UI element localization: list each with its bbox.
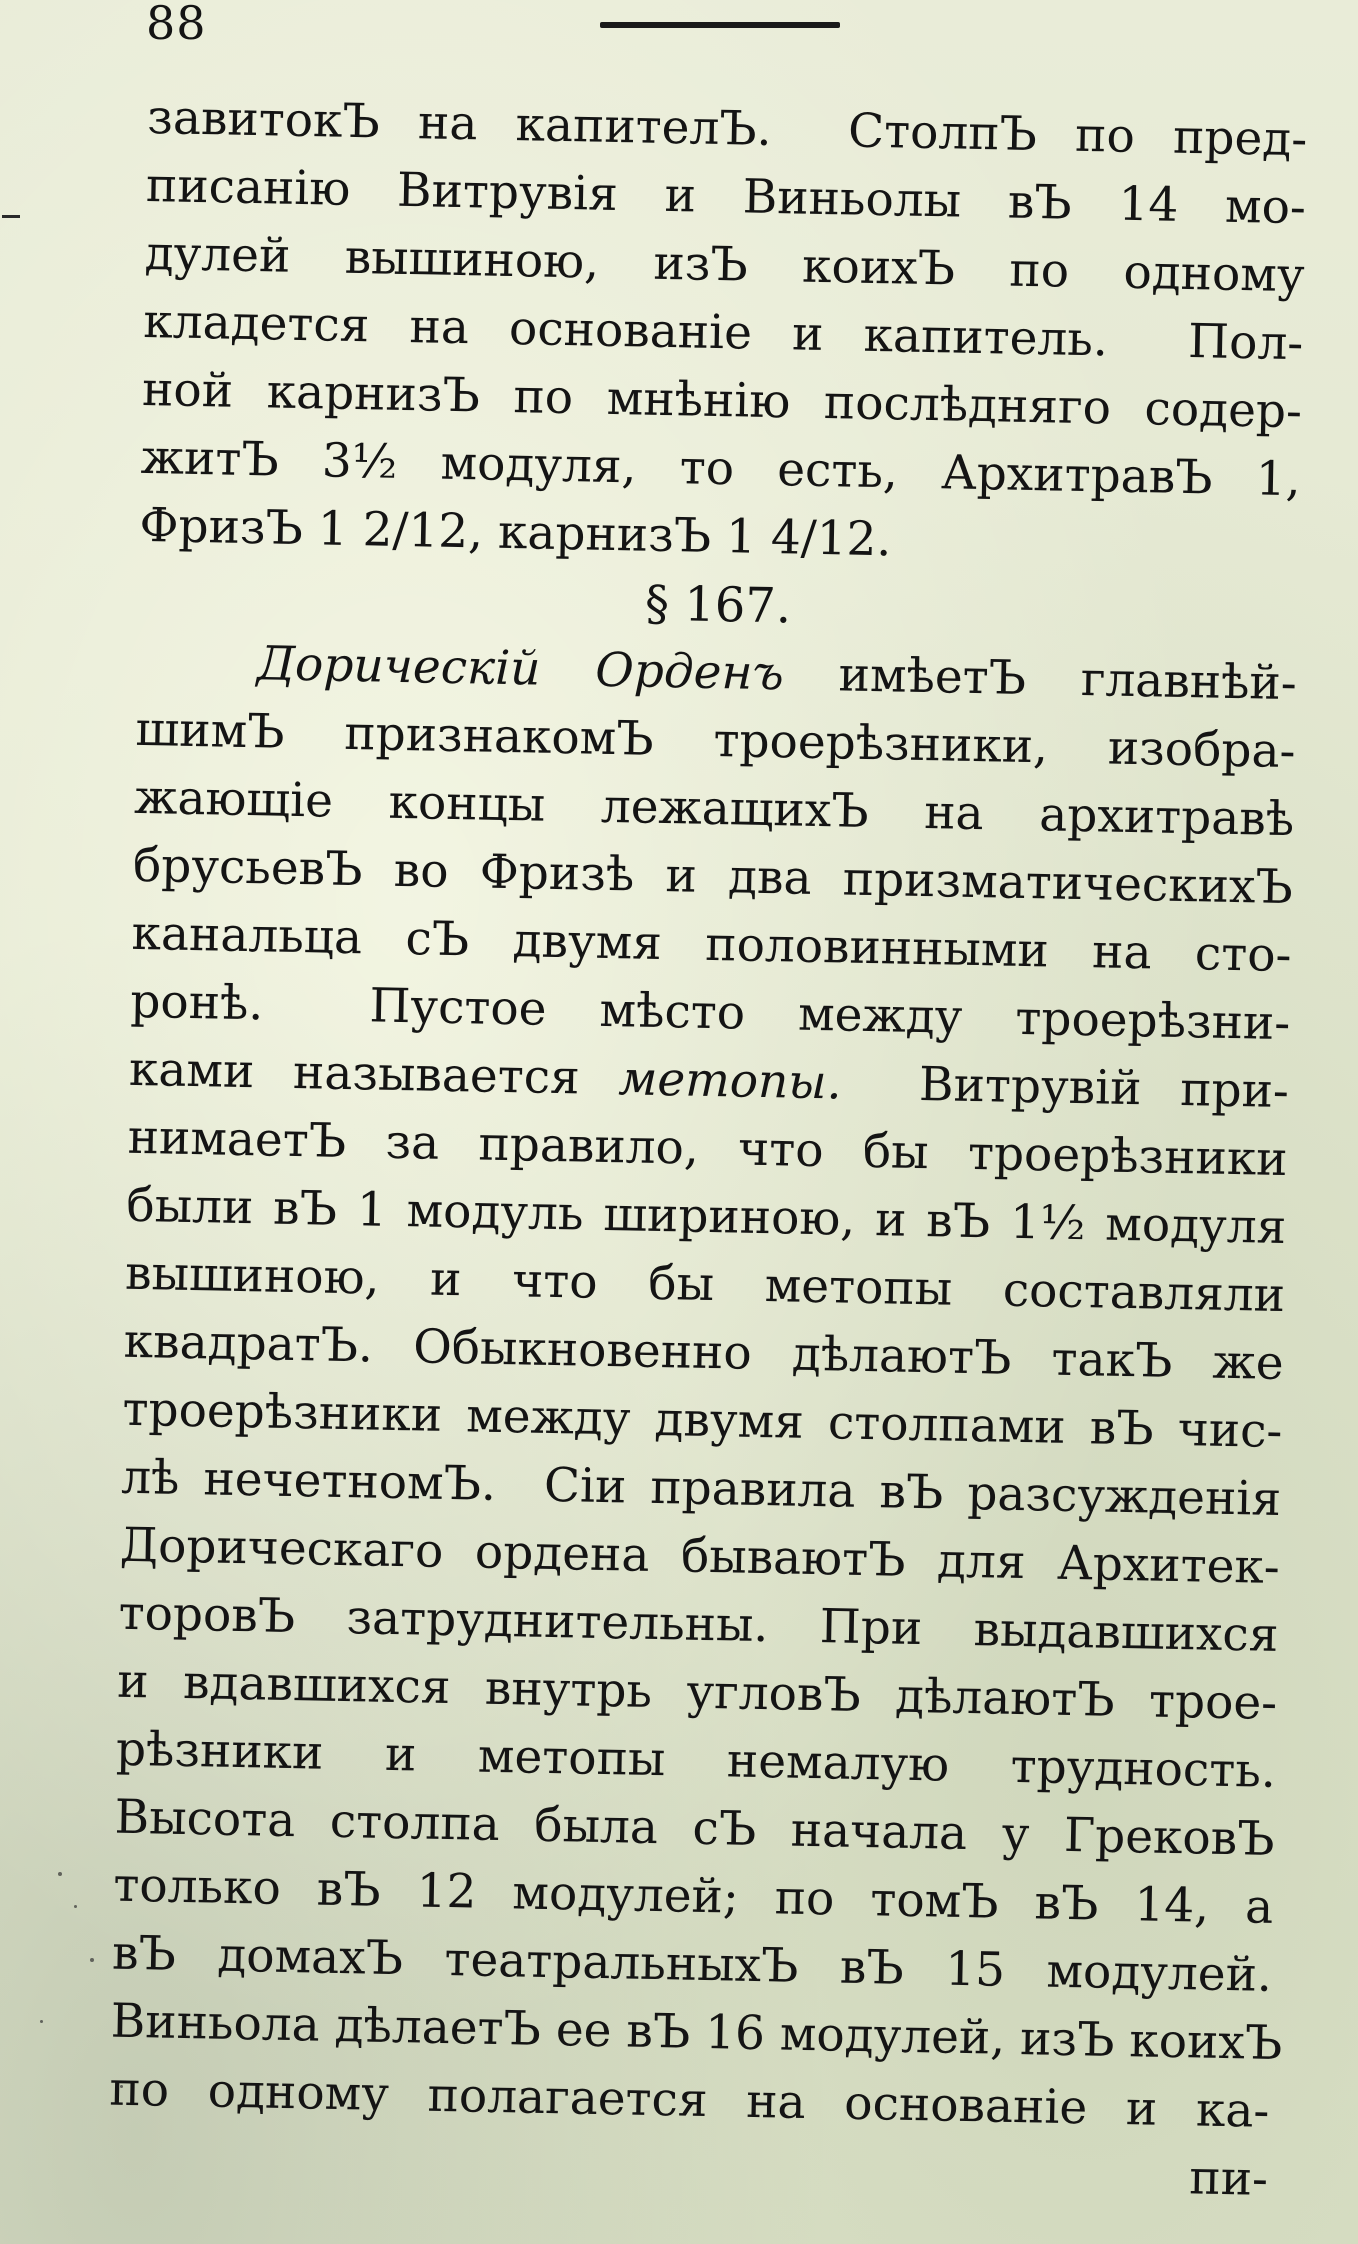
text-line: шимЪ признакомЪ троерѣзники, изобра- (135, 701, 1296, 780)
text-line: канальца сЪ двумя половинными на сто- (131, 905, 1293, 984)
text-line: писанію Витрувія и Виньолы вЪ 14 мо- (145, 157, 1307, 236)
text-run: ками называется (128, 1041, 620, 1107)
header-rule (600, 22, 840, 28)
text-line: рѣзники и метопы немалую трудность. (115, 1721, 1277, 1799)
page-text (108, 84, 1308, 2214)
page-number: 88 (146, 0, 207, 50)
text-line: кладется на основаніе и капитель. Пол- (142, 293, 1304, 372)
text-line: дулей вышиною, изЪ коихЪ по одному (144, 225, 1306, 304)
text-line: жающіе концы лежащихЪ на архитравѣ (133, 769, 1295, 848)
text-line: Дорическаго ордена бываютЪ для Архитек- (119, 1517, 1281, 1595)
ink-speck (74, 1905, 77, 1908)
ink-speck (58, 1872, 62, 1876)
text-line: нимаетЪ за правило, что бы троерѣзники (127, 1109, 1289, 1188)
text-line: вышиною, и что бы метопы составляли (124, 1245, 1286, 1324)
margin-mark (2, 215, 20, 218)
text-line: были вЪ 1 модуль шириною, и вЪ 1½ модуля (125, 1177, 1287, 1256)
text-line: троерѣзники между двумя столпами вЪ чис- (122, 1381, 1283, 1460)
text-line: ронѣ. Пустое мѣсто между троерѣзни- (129, 973, 1291, 1052)
text-line: вЪ домахЪ театральныхЪ вЪ 15 модулей. (111, 1925, 1273, 2003)
text-line: житЪ 3½ модуля, то есть, АрхитравЪ 1, (140, 429, 1302, 508)
italic-term: Дорическій Орденъ (256, 636, 785, 702)
text-line: Виньола дѣлаетЪ ее вЪ 16 модулей, изЪ коихЪ (110, 1993, 1283, 2072)
text-line: Высота столпа была сЪ начала у ГрековЪ (114, 1789, 1276, 1867)
text-line: завитокЪ на капителЪ. СтолпЪ по пред- (146, 89, 1308, 168)
text-run: имѣетЪ главнѣй- (783, 646, 1298, 712)
catchword: пи- (1188, 2150, 1269, 2207)
text-line: квадратЪ. Обыкновенно дѣлаютЪ такЪ же (123, 1313, 1285, 1392)
text-line: только вЪ 12 модулей; по томЪ вЪ 14, а (112, 1857, 1274, 1935)
text-line: по одному полагается на основаніе и ка- (108, 2061, 1270, 2139)
text-line: торовЪ затруднительны. При выдавшихся (118, 1585, 1279, 1663)
text-line: ной карнизЪ по мнѣнію послѣдняго содер- (141, 361, 1303, 440)
text-line: ФризЪ 1 2/12, карнизЪ 1 4/12. (138, 497, 892, 568)
text-line: брусьевЪ во Фризѣ и два призматическихЪ (132, 837, 1294, 916)
ink-speck (40, 2020, 43, 2023)
section-heading: § 167. (644, 575, 792, 635)
text-line: лѣ нечетномЪ. Сіи правила вЪ разсужденія (120, 1449, 1282, 1528)
ink-speck (90, 1958, 94, 1962)
text-run: Витрувій при- (841, 1055, 1290, 1120)
text-line: и вдавшихся внутрь угловЪ дѣлаютЪ трое- (116, 1653, 1278, 1731)
italic-term: метопы. (617, 1051, 843, 1111)
